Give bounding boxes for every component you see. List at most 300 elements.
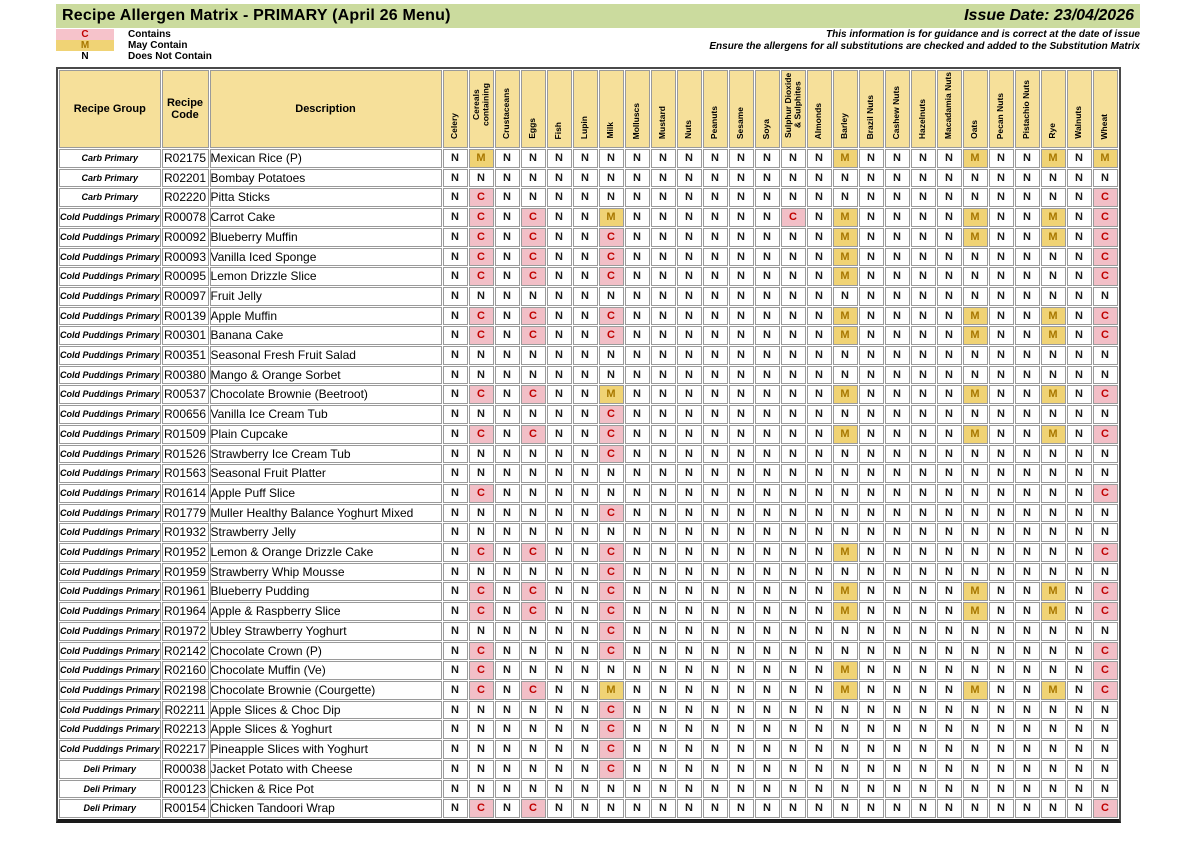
allergen-value-cell-barley: M bbox=[833, 248, 858, 267]
allergen-value-cell-peanuts: N bbox=[703, 346, 728, 365]
recipe-description-cell: Bombay Potatoes bbox=[210, 169, 442, 188]
allergen-value-cell-cashew-nuts: N bbox=[885, 326, 910, 345]
allergen-value-cell-brazil-nuts: N bbox=[859, 445, 884, 464]
allergen-value-cell-soya: N bbox=[755, 425, 780, 444]
allergen-value-cell-sulphur-dioxide-sulphites: C bbox=[781, 208, 806, 227]
allergen-header-label: Wheat bbox=[1099, 113, 1110, 139]
allergen-value-cell-sulphur-dioxide-sulphites: N bbox=[781, 464, 806, 483]
allergen-value-cell-wheat: C bbox=[1093, 188, 1118, 207]
allergen-value-cell-walnuts: N bbox=[1067, 307, 1092, 326]
allergen-value-cell-cereals-containing: N bbox=[469, 780, 494, 799]
allergen-value-cell-oats: N bbox=[963, 484, 988, 503]
allergen-value-cell-crustaceans: N bbox=[495, 169, 520, 188]
allergen-value-cell-oats: N bbox=[963, 740, 988, 759]
recipe-row-r00380 bbox=[59, 366, 1118, 385]
allergen-value-cell-nuts: N bbox=[677, 602, 702, 621]
allergen-value-cell-eggs: C bbox=[521, 228, 546, 247]
allergen-value-cell-soya: N bbox=[755, 523, 780, 542]
allergen-value-cell-almonds: N bbox=[807, 287, 832, 306]
recipe-row-r01959 bbox=[59, 563, 1118, 582]
allergen-value-cell-lupin: N bbox=[573, 149, 598, 168]
allergen-value-cell-milk: N bbox=[599, 366, 624, 385]
allergen-value-cell-rye: N bbox=[1041, 405, 1066, 424]
allergen-value-cell-rye: N bbox=[1041, 543, 1066, 562]
allergen-value-cell-eggs: C bbox=[521, 681, 546, 700]
allergen-value-cell-macadamia-nuts: N bbox=[937, 484, 962, 503]
allergen-value-cell-molluscs: N bbox=[625, 504, 650, 523]
allergen-value-cell-molluscs: N bbox=[625, 405, 650, 424]
allergen-value-cell-sesame: N bbox=[729, 346, 754, 365]
allergen-value-cell-cashew-nuts: N bbox=[885, 740, 910, 759]
allergen-value-cell-peanuts: N bbox=[703, 602, 728, 621]
allergen-value-cell-wheat: N bbox=[1093, 563, 1118, 582]
allergen-value-cell-pecan-nuts: N bbox=[989, 267, 1014, 286]
allergen-value-cell-brazil-nuts: N bbox=[859, 425, 884, 444]
allergen-value-cell-walnuts: N bbox=[1067, 208, 1092, 227]
allergen-value-cell-nuts: N bbox=[677, 385, 702, 404]
allergen-value-cell-mustard: N bbox=[651, 523, 676, 542]
allergen-value-cell-pecan-nuts: N bbox=[989, 760, 1014, 779]
allergen-value-cell-wheat: C bbox=[1093, 799, 1118, 818]
allergen-value-cell-sesame: N bbox=[729, 799, 754, 818]
allergen-value-cell-fish: N bbox=[547, 642, 572, 661]
allergen-value-cell-hazelnuts: N bbox=[911, 642, 936, 661]
allergen-value-cell-cereals-containing: C bbox=[469, 681, 494, 700]
allergen-value-cell-hazelnuts: N bbox=[911, 248, 936, 267]
allergen-value-cell-barley: M bbox=[833, 149, 858, 168]
allergen-value-cell-sulphur-dioxide-sulphites: N bbox=[781, 602, 806, 621]
recipe-description-cell: Seasonal Fresh Fruit Salad bbox=[210, 346, 442, 365]
allergen-value-cell-hazelnuts: N bbox=[911, 582, 936, 601]
allergen-value-cell-sesame: N bbox=[729, 385, 754, 404]
allergen-value-cell-hazelnuts: N bbox=[911, 228, 936, 247]
recipe-description-cell: Carrot Cake bbox=[210, 208, 442, 227]
allergen-value-cell-wheat: N bbox=[1093, 504, 1118, 523]
allergen-value-cell-soya: N bbox=[755, 760, 780, 779]
allergen-value-cell-oats: M bbox=[963, 326, 988, 345]
allergen-value-cell-rye: N bbox=[1041, 366, 1066, 385]
allergen-value-cell-oats: M bbox=[963, 582, 988, 601]
allergen-value-cell-almonds: N bbox=[807, 780, 832, 799]
allergen-value-cell-fish: N bbox=[547, 760, 572, 779]
allergen-value-cell-sulphur-dioxide-sulphites: N bbox=[781, 523, 806, 542]
allergen-value-cell-wheat: C bbox=[1093, 267, 1118, 286]
allergen-value-cell-macadamia-nuts: N bbox=[937, 267, 962, 286]
col-header-allergen-wheat bbox=[1093, 70, 1118, 148]
allergen-value-cell-cereals-containing: N bbox=[469, 523, 494, 542]
allergen-value-cell-soya: N bbox=[755, 799, 780, 818]
recipe-code-cell: R01959 bbox=[162, 563, 209, 582]
allergen-value-cell-pecan-nuts: N bbox=[989, 405, 1014, 424]
recipe-code-cell: R02213 bbox=[162, 720, 209, 739]
recipe-group-cell: Cold Puddings Primary bbox=[59, 681, 161, 700]
recipe-description-cell: Chocolate Muffin (Ve) bbox=[210, 661, 442, 680]
allergen-value-cell-barley: M bbox=[833, 661, 858, 680]
allergen-value-cell-macadamia-nuts: N bbox=[937, 642, 962, 661]
allergen-value-cell-sesame: N bbox=[729, 602, 754, 621]
allergen-value-cell-peanuts: N bbox=[703, 504, 728, 523]
allergen-value-cell-cashew-nuts: N bbox=[885, 681, 910, 700]
allergen-value-cell-celery: N bbox=[443, 169, 468, 188]
allergen-value-cell-barley: M bbox=[833, 307, 858, 326]
allergen-value-cell-soya: N bbox=[755, 149, 780, 168]
allergen-value-cell-brazil-nuts: N bbox=[859, 720, 884, 739]
recipe-code-cell: R02217 bbox=[162, 740, 209, 759]
allergen-value-cell-barley: N bbox=[833, 799, 858, 818]
allergen-value-cell-peanuts: N bbox=[703, 642, 728, 661]
allergen-value-cell-fish: N bbox=[547, 582, 572, 601]
allergen-value-cell-soya: N bbox=[755, 780, 780, 799]
allergen-value-cell-barley: M bbox=[833, 582, 858, 601]
legend-swatch-contains: C bbox=[56, 29, 114, 40]
allergen-value-cell-cashew-nuts: N bbox=[885, 267, 910, 286]
col-header-allergen-barley bbox=[833, 70, 858, 148]
recipe-group-cell: Cold Puddings Primary bbox=[59, 464, 161, 483]
allergen-value-cell-almonds: N bbox=[807, 188, 832, 207]
allergen-value-cell-pistachio-nuts: N bbox=[1015, 799, 1040, 818]
allergen-value-cell-cashew-nuts: N bbox=[885, 563, 910, 582]
allergen-value-cell-crustaceans: N bbox=[495, 445, 520, 464]
recipe-description-cell: Blueberry Muffin bbox=[210, 228, 442, 247]
allergen-value-cell-peanuts: N bbox=[703, 307, 728, 326]
allergen-value-cell-crustaceans: N bbox=[495, 760, 520, 779]
allergen-value-cell-eggs: N bbox=[521, 642, 546, 661]
allergen-value-cell-mustard: N bbox=[651, 385, 676, 404]
allergen-value-cell-fish: N bbox=[547, 464, 572, 483]
allergen-value-cell-nuts: N bbox=[677, 760, 702, 779]
recipe-description-cell: Banana Cake bbox=[210, 326, 442, 345]
allergen-value-cell-sulphur-dioxide-sulphites: N bbox=[781, 740, 806, 759]
allergen-value-cell-brazil-nuts: N bbox=[859, 760, 884, 779]
allergen-value-cell-molluscs: N bbox=[625, 780, 650, 799]
allergen-value-cell-macadamia-nuts: N bbox=[937, 740, 962, 759]
allergen-value-cell-almonds: N bbox=[807, 740, 832, 759]
allergen-value-cell-oats: N bbox=[963, 701, 988, 720]
recipe-row-r00078 bbox=[59, 208, 1118, 227]
allergen-value-cell-cashew-nuts: N bbox=[885, 307, 910, 326]
allergen-value-cell-sesame: N bbox=[729, 740, 754, 759]
allergen-value-cell-crustaceans: N bbox=[495, 405, 520, 424]
allergen-value-cell-pistachio-nuts: N bbox=[1015, 188, 1040, 207]
allergen-value-cell-eggs: N bbox=[521, 464, 546, 483]
allergen-value-cell-hazelnuts: N bbox=[911, 208, 936, 227]
allergen-value-cell-celery: N bbox=[443, 602, 468, 621]
allergen-value-cell-nuts: N bbox=[677, 366, 702, 385]
allergen-value-cell-almonds: N bbox=[807, 445, 832, 464]
recipe-description-cell: Lemon Drizzle Slice bbox=[210, 267, 442, 286]
allergen-value-cell-fish: N bbox=[547, 780, 572, 799]
allergen-value-cell-brazil-nuts: N bbox=[859, 563, 884, 582]
recipe-group-cell: Cold Puddings Primary bbox=[59, 307, 161, 326]
allergen-value-cell-cashew-nuts: N bbox=[885, 366, 910, 385]
allergen-value-cell-fish: N bbox=[547, 169, 572, 188]
allergen-value-cell-macadamia-nuts: N bbox=[937, 464, 962, 483]
allergen-value-cell-oats: M bbox=[963, 681, 988, 700]
allergen-value-cell-walnuts: N bbox=[1067, 287, 1092, 306]
allergen-value-cell-pistachio-nuts: N bbox=[1015, 326, 1040, 345]
allergen-value-cell-walnuts: N bbox=[1067, 228, 1092, 247]
allergen-value-cell-fish: N bbox=[547, 425, 572, 444]
allergen-value-cell-pistachio-nuts: N bbox=[1015, 267, 1040, 286]
allergen-value-cell-sulphur-dioxide-sulphites: N bbox=[781, 228, 806, 247]
allergen-value-cell-lupin: N bbox=[573, 642, 598, 661]
allergen-value-cell-oats: N bbox=[963, 267, 988, 286]
allergen-value-cell-soya: N bbox=[755, 405, 780, 424]
allergen-value-cell-peanuts: N bbox=[703, 405, 728, 424]
allergen-value-cell-almonds: N bbox=[807, 149, 832, 168]
allergen-value-cell-nuts: N bbox=[677, 504, 702, 523]
allergen-header-label: Soya bbox=[761, 118, 772, 139]
allergen-value-cell-oats: N bbox=[963, 642, 988, 661]
allergen-value-cell-barley: N bbox=[833, 464, 858, 483]
allergen-value-cell-sesame: N bbox=[729, 701, 754, 720]
allergen-value-cell-pistachio-nuts: N bbox=[1015, 760, 1040, 779]
allergen-value-cell-cashew-nuts: N bbox=[885, 445, 910, 464]
allergen-header-label: Molluscs bbox=[631, 102, 642, 139]
allergen-value-cell-sulphur-dioxide-sulphites: N bbox=[781, 405, 806, 424]
allergen-header-label: Eggs bbox=[527, 118, 538, 139]
allergen-value-cell-pecan-nuts: N bbox=[989, 720, 1014, 739]
allergen-value-cell-almonds: N bbox=[807, 346, 832, 365]
allergen-value-cell-pecan-nuts: N bbox=[989, 504, 1014, 523]
allergen-value-cell-celery: N bbox=[443, 425, 468, 444]
allergen-value-cell-mustard: N bbox=[651, 661, 676, 680]
allergen-value-cell-soya: N bbox=[755, 740, 780, 759]
allergen-value-cell-peanuts: N bbox=[703, 287, 728, 306]
allergen-value-cell-cereals-containing: C bbox=[469, 799, 494, 818]
allergen-value-cell-cashew-nuts: N bbox=[885, 701, 910, 720]
legend-label-contains: Contains bbox=[128, 29, 171, 40]
allergen-value-cell-barley: N bbox=[833, 188, 858, 207]
allergen-value-cell-pecan-nuts: N bbox=[989, 543, 1014, 562]
allergen-value-cell-pecan-nuts: N bbox=[989, 346, 1014, 365]
allergen-value-cell-milk: N bbox=[599, 287, 624, 306]
allergen-value-cell-nuts: N bbox=[677, 188, 702, 207]
allergen-value-cell-sulphur-dioxide-sulphites: N bbox=[781, 701, 806, 720]
allergen-value-cell-oats: M bbox=[963, 208, 988, 227]
allergen-value-cell-wheat: C bbox=[1093, 661, 1118, 680]
allergen-value-cell-crustaceans: N bbox=[495, 346, 520, 365]
allergen-value-cell-wheat: C bbox=[1093, 602, 1118, 621]
allergen-value-cell-lupin: N bbox=[573, 523, 598, 542]
recipe-group-cell: Cold Puddings Primary bbox=[59, 228, 161, 247]
recipe-row-r01972 bbox=[59, 622, 1118, 641]
allergen-value-cell-fish: N bbox=[547, 484, 572, 503]
allergen-value-cell-hazelnuts: N bbox=[911, 661, 936, 680]
allergen-value-cell-oats: N bbox=[963, 563, 988, 582]
allergen-value-cell-sulphur-dioxide-sulphites: N bbox=[781, 642, 806, 661]
allergen-value-cell-crustaceans: N bbox=[495, 642, 520, 661]
allergen-value-cell-celery: N bbox=[443, 267, 468, 286]
allergen-value-cell-eggs: N bbox=[521, 760, 546, 779]
allergen-value-cell-lupin: N bbox=[573, 385, 598, 404]
allergen-value-cell-fish: N bbox=[547, 720, 572, 739]
recipe-group-cell: Cold Puddings Primary bbox=[59, 740, 161, 759]
allergen-value-cell-rye: M bbox=[1041, 385, 1066, 404]
allergen-value-cell-pecan-nuts: N bbox=[989, 602, 1014, 621]
allergen-value-cell-cashew-nuts: N bbox=[885, 661, 910, 680]
allergen-value-cell-fish: N bbox=[547, 445, 572, 464]
allergen-value-cell-crustaceans: N bbox=[495, 720, 520, 739]
allergen-value-cell-cereals-containing: N bbox=[469, 760, 494, 779]
allergen-value-cell-cereals-containing: C bbox=[469, 248, 494, 267]
allergen-value-cell-sesame: N bbox=[729, 484, 754, 503]
allergen-value-cell-almonds: N bbox=[807, 208, 832, 227]
allergen-value-cell-peanuts: N bbox=[703, 740, 728, 759]
allergen-value-cell-brazil-nuts: N bbox=[859, 484, 884, 503]
col-header-allergen-peanuts bbox=[703, 70, 728, 148]
recipe-description-cell: Vanilla Iced Sponge bbox=[210, 248, 442, 267]
recipe-group-cell: Carb Primary bbox=[59, 188, 161, 207]
recipe-group-cell: Deli Primary bbox=[59, 780, 161, 799]
allergen-value-cell-celery: N bbox=[443, 740, 468, 759]
allergen-value-cell-milk: C bbox=[599, 405, 624, 424]
allergen-value-cell-wheat: N bbox=[1093, 445, 1118, 464]
allergen-value-cell-molluscs: N bbox=[625, 740, 650, 759]
allergen-value-cell-sesame: N bbox=[729, 720, 754, 739]
recipe-description-cell: Apple Slices & Yoghurt bbox=[210, 720, 442, 739]
allergen-value-cell-cereals-containing: C bbox=[469, 543, 494, 562]
allergen-value-cell-lupin: N bbox=[573, 287, 598, 306]
recipe-description-cell: Apple Puff Slice bbox=[210, 484, 442, 503]
recipe-code-cell: R01952 bbox=[162, 543, 209, 562]
allergen-value-cell-sulphur-dioxide-sulphites: N bbox=[781, 760, 806, 779]
allergen-value-cell-pecan-nuts: N bbox=[989, 799, 1014, 818]
allergen-value-cell-rye: N bbox=[1041, 445, 1066, 464]
col-header-allergen-cashew-nuts bbox=[885, 70, 910, 148]
allergen-value-cell-crustaceans: N bbox=[495, 228, 520, 247]
allergen-value-cell-crustaceans: N bbox=[495, 464, 520, 483]
allergen-value-cell-brazil-nuts: N bbox=[859, 149, 884, 168]
allergen-value-cell-walnuts: N bbox=[1067, 642, 1092, 661]
allergen-value-cell-celery: N bbox=[443, 780, 468, 799]
allergen-value-cell-sesame: N bbox=[729, 464, 754, 483]
allergen-value-cell-brazil-nuts: N bbox=[859, 799, 884, 818]
allergen-value-cell-almonds: N bbox=[807, 228, 832, 247]
allergen-value-cell-almonds: N bbox=[807, 405, 832, 424]
recipe-code-cell: R01961 bbox=[162, 582, 209, 601]
allergen-value-cell-oats: M bbox=[963, 425, 988, 444]
allergen-value-cell-eggs: C bbox=[521, 582, 546, 601]
col-header-allergen-pecan-nuts bbox=[989, 70, 1014, 148]
recipe-row-r01526 bbox=[59, 445, 1118, 464]
recipe-group-cell: Cold Puddings Primary bbox=[59, 248, 161, 267]
recipe-description-cell: Chicken & Rice Pot bbox=[210, 780, 442, 799]
allergen-value-cell-soya: N bbox=[755, 188, 780, 207]
allergen-header-label: Cashew Nuts bbox=[891, 85, 902, 139]
recipe-code-cell: R01614 bbox=[162, 484, 209, 503]
allergen-value-cell-brazil-nuts: N bbox=[859, 740, 884, 759]
allergen-value-cell-cashew-nuts: N bbox=[885, 346, 910, 365]
allergen-value-cell-walnuts: N bbox=[1067, 149, 1092, 168]
allergen-value-cell-rye: M bbox=[1041, 425, 1066, 444]
allergen-value-cell-pistachio-nuts: N bbox=[1015, 346, 1040, 365]
allergen-value-cell-cereals-containing: C bbox=[469, 602, 494, 621]
recipe-row-r01509 bbox=[59, 425, 1118, 444]
allergen-value-cell-celery: N bbox=[443, 464, 468, 483]
allergen-value-cell-cashew-nuts: N bbox=[885, 799, 910, 818]
allergen-value-cell-soya: N bbox=[755, 720, 780, 739]
allergen-value-cell-milk: C bbox=[599, 248, 624, 267]
allergen-value-cell-lupin: N bbox=[573, 504, 598, 523]
allergen-value-cell-crustaceans: N bbox=[495, 208, 520, 227]
allergen-value-cell-fish: N bbox=[547, 346, 572, 365]
recipe-row-r00656 bbox=[59, 405, 1118, 424]
allergen-value-cell-peanuts: N bbox=[703, 464, 728, 483]
allergen-value-cell-cashew-nuts: N bbox=[885, 248, 910, 267]
allergen-value-cell-oats: M bbox=[963, 149, 988, 168]
allergen-value-cell-sulphur-dioxide-sulphites: N bbox=[781, 267, 806, 286]
allergen-value-cell-eggs: N bbox=[521, 169, 546, 188]
allergen-value-cell-nuts: N bbox=[677, 248, 702, 267]
allergen-value-cell-molluscs: N bbox=[625, 602, 650, 621]
allergen-value-cell-rye: M bbox=[1041, 307, 1066, 326]
allergen-value-cell-mustard: N bbox=[651, 346, 676, 365]
allergen-value-cell-wheat: C bbox=[1093, 228, 1118, 247]
allergen-value-cell-hazelnuts: N bbox=[911, 425, 936, 444]
allergen-value-cell-almonds: N bbox=[807, 523, 832, 542]
col-header-allergen-hazelnuts bbox=[911, 70, 936, 148]
allergen-value-cell-rye: N bbox=[1041, 188, 1066, 207]
recipe-group-cell: Cold Puddings Primary bbox=[59, 523, 161, 542]
allergen-value-cell-molluscs: N bbox=[625, 523, 650, 542]
sub-header-row bbox=[56, 29, 1140, 62]
recipe-group-cell: Carb Primary bbox=[59, 149, 161, 168]
allergen-value-cell-celery: N bbox=[443, 563, 468, 582]
legend-row-contains bbox=[56, 29, 212, 40]
allergen-value-cell-wheat: C bbox=[1093, 425, 1118, 444]
allergen-value-cell-lupin: N bbox=[573, 701, 598, 720]
allergen-value-cell-rye: N bbox=[1041, 523, 1066, 542]
allergen-value-cell-wheat: N bbox=[1093, 169, 1118, 188]
allergen-value-cell-sesame: N bbox=[729, 582, 754, 601]
recipe-group-cell: Cold Puddings Primary bbox=[59, 504, 161, 523]
allergen-value-cell-sesame: N bbox=[729, 307, 754, 326]
allergen-value-cell-pistachio-nuts: N bbox=[1015, 602, 1040, 621]
allergen-value-cell-walnuts: N bbox=[1067, 169, 1092, 188]
allergen-value-cell-molluscs: N bbox=[625, 701, 650, 720]
allergen-value-cell-fish: N bbox=[547, 287, 572, 306]
guidance-line-2: Ensure the allergens for all substitutions are checked and added to the Substitution Matrix bbox=[709, 40, 1140, 52]
recipe-description-cell: Plain Cupcake bbox=[210, 425, 442, 444]
allergen-value-cell-cashew-nuts: N bbox=[885, 780, 910, 799]
allergen-value-cell-oats: N bbox=[963, 720, 988, 739]
allergen-value-cell-eggs: C bbox=[521, 267, 546, 286]
allergen-value-cell-fish: N bbox=[547, 523, 572, 542]
allergen-value-cell-macadamia-nuts: N bbox=[937, 188, 962, 207]
allergen-value-cell-brazil-nuts: N bbox=[859, 504, 884, 523]
allergen-value-cell-celery: N bbox=[443, 661, 468, 680]
allergen-value-cell-oats: N bbox=[963, 366, 988, 385]
allergen-value-cell-mustard: N bbox=[651, 326, 676, 345]
allergen-value-cell-celery: N bbox=[443, 504, 468, 523]
allergen-value-cell-almonds: N bbox=[807, 760, 832, 779]
allergen-value-cell-wheat: N bbox=[1093, 523, 1118, 542]
allergen-value-cell-eggs: N bbox=[521, 484, 546, 503]
recipe-row-r01952 bbox=[59, 543, 1118, 562]
allergen-header-label: Peanuts bbox=[709, 105, 720, 139]
recipe-code-cell: R02160 bbox=[162, 661, 209, 680]
allergen-value-cell-wheat: C bbox=[1093, 326, 1118, 345]
recipe-code-cell: R01964 bbox=[162, 602, 209, 621]
allergen-value-cell-milk: C bbox=[599, 543, 624, 562]
allergen-value-cell-walnuts: N bbox=[1067, 504, 1092, 523]
allergen-value-cell-milk: N bbox=[599, 149, 624, 168]
recipe-row-r00095 bbox=[59, 267, 1118, 286]
recipe-code-cell: R02142 bbox=[162, 642, 209, 661]
allergen-value-cell-cereals-containing: C bbox=[469, 307, 494, 326]
allergen-value-cell-pecan-nuts: N bbox=[989, 780, 1014, 799]
